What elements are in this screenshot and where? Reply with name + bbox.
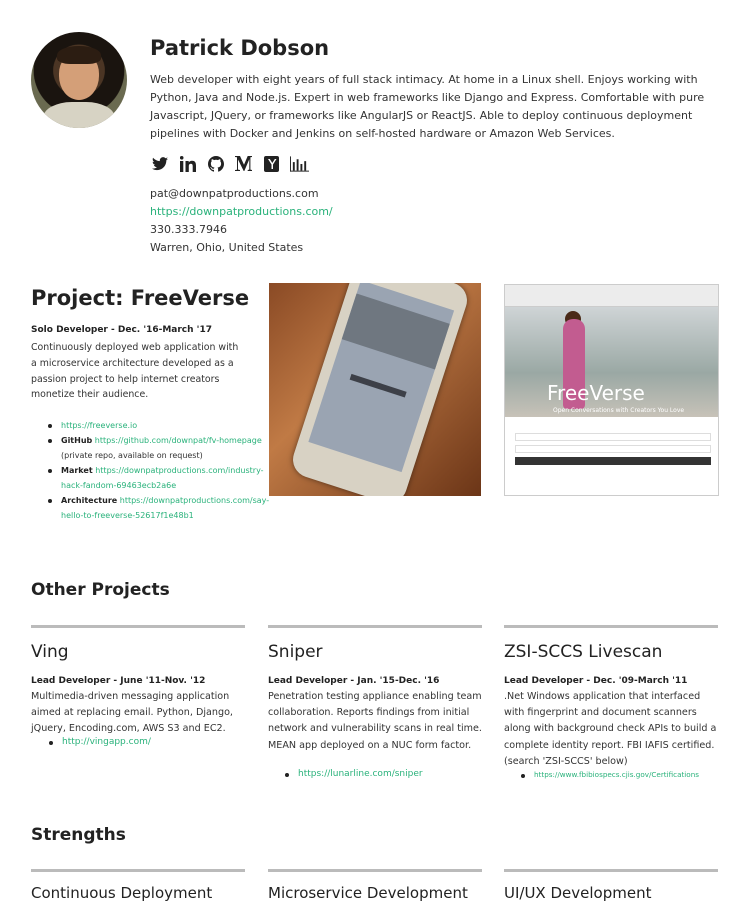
project-role: Solo Developer - Dec. '16-March '17 xyxy=(31,325,212,335)
project-card-title: Ving xyxy=(31,642,69,662)
strength-title: Continuous Deployment xyxy=(31,884,213,902)
divider xyxy=(268,625,482,628)
phone-photo xyxy=(269,283,481,496)
project-title: Project: FreeVerse xyxy=(31,286,250,310)
phone-text: 330.333.7946 xyxy=(150,223,227,236)
project-card-link[interactable]: https://www.fbibiospecs.cjis.gov/Certifications xyxy=(534,770,699,779)
strengths-heading: Strengths xyxy=(31,825,126,845)
project-card-description: Multimedia-driven messaging application aimed at replacing email. Python, Django, jQuery, Encoding.com, AWS S3 and EC2. xyxy=(31,691,233,735)
project-card-link[interactable]: http://vingapp.com/ xyxy=(62,737,151,747)
divider xyxy=(504,625,718,628)
screenshot-brand: FreeVerse xyxy=(547,381,645,405)
social-links xyxy=(150,154,309,173)
project-links xyxy=(48,418,280,523)
project-card-title: ZSI-SCCS Livescan xyxy=(504,642,663,662)
email-text[interactable]: pat@downpatproductions.com xyxy=(150,187,319,200)
github-link[interactable]: https://github.com/downpat/fv-homepage xyxy=(94,436,262,445)
divider xyxy=(31,869,245,872)
market-link[interactable]: https://downpatproductions.com/industry-hack-fandom-69463ecb2a6e xyxy=(61,466,264,490)
linkedin-icon[interactable] xyxy=(178,154,197,173)
list-item xyxy=(48,418,280,433)
divider xyxy=(268,869,482,872)
list-item xyxy=(48,433,280,463)
freeverse-screenshot xyxy=(504,284,719,496)
other-projects-heading: Other Projects xyxy=(31,580,170,600)
website-link[interactable]: https://downpatproductions.com/ xyxy=(150,205,333,218)
project-card-description: .Net Windows application that interfaced with fingerprint and document scanners along with background check APIs to build a complete identity report. FBI IAFIS certified. (search 'ZSI-SCCS' below) xyxy=(504,691,717,767)
project-card-link[interactable]: https://lunarline.com/sniper xyxy=(298,769,423,779)
project-card-title: Sniper xyxy=(268,642,323,662)
profile-name: Patrick Dobson xyxy=(150,36,330,60)
stats-icon[interactable] xyxy=(290,154,309,173)
strength-title: UI/UX Development xyxy=(504,884,652,902)
project-description: Continuously deployed web application with a microservice architecture developed as a passion project to help internet creators monetize their audience. xyxy=(31,342,239,401)
list-item xyxy=(48,493,280,523)
list-item xyxy=(48,463,280,493)
architecture-link[interactable]: https://downpatproductions.com/say-hello-to-freeverse-52617f1e48b1 xyxy=(61,496,270,520)
youtube-icon[interactable] xyxy=(262,154,281,173)
profile-bio: Web developer with eight years of full stack intimacy. At home in a Linux shell. Enjoys working with Python, Java and Node.js. Expert in web frameworks like Django and Express. Comfortable with pure Javascript, JQuery, or frameworks like AngularJS or ReactJS. Able to deploy continuous deployment pipelines with Docker and Jenkins on self-hosted hardware or Amazon Web Services. xyxy=(150,73,705,140)
project-card-role: Lead Developer - June '11-Nov. '12 xyxy=(31,676,206,686)
twitter-icon[interactable] xyxy=(150,154,169,173)
freeverse-link[interactable]: https://freeverse.io xyxy=(61,421,138,430)
strength-title: Microservice Development xyxy=(268,884,468,902)
github-icon[interactable] xyxy=(206,154,225,173)
project-card-role: Lead Developer - Dec. '09-March '11 xyxy=(504,676,688,686)
project-card-role: Lead Developer - Jan. '15-Dec. '16 xyxy=(268,676,440,686)
avatar xyxy=(31,32,127,128)
location-text: Warren, Ohio, United States xyxy=(150,241,304,254)
link-label: Market xyxy=(61,466,93,475)
screenshot-tagline: Open Conversations with Creators You Love xyxy=(553,407,685,414)
link-note: (private repo, available on request) xyxy=(61,451,203,460)
divider xyxy=(31,625,245,628)
medium-icon[interactable] xyxy=(234,154,253,173)
link-label: Architecture xyxy=(61,496,118,505)
link-label: GitHub xyxy=(61,436,93,445)
project-card-description: Penetration testing appliance enabling team collaboration. Reports findings from initial network and vulnerability scans in real time. MEAN app deployed on a NUC form factor. xyxy=(268,691,482,751)
contact-info xyxy=(150,185,333,257)
divider xyxy=(504,869,718,872)
